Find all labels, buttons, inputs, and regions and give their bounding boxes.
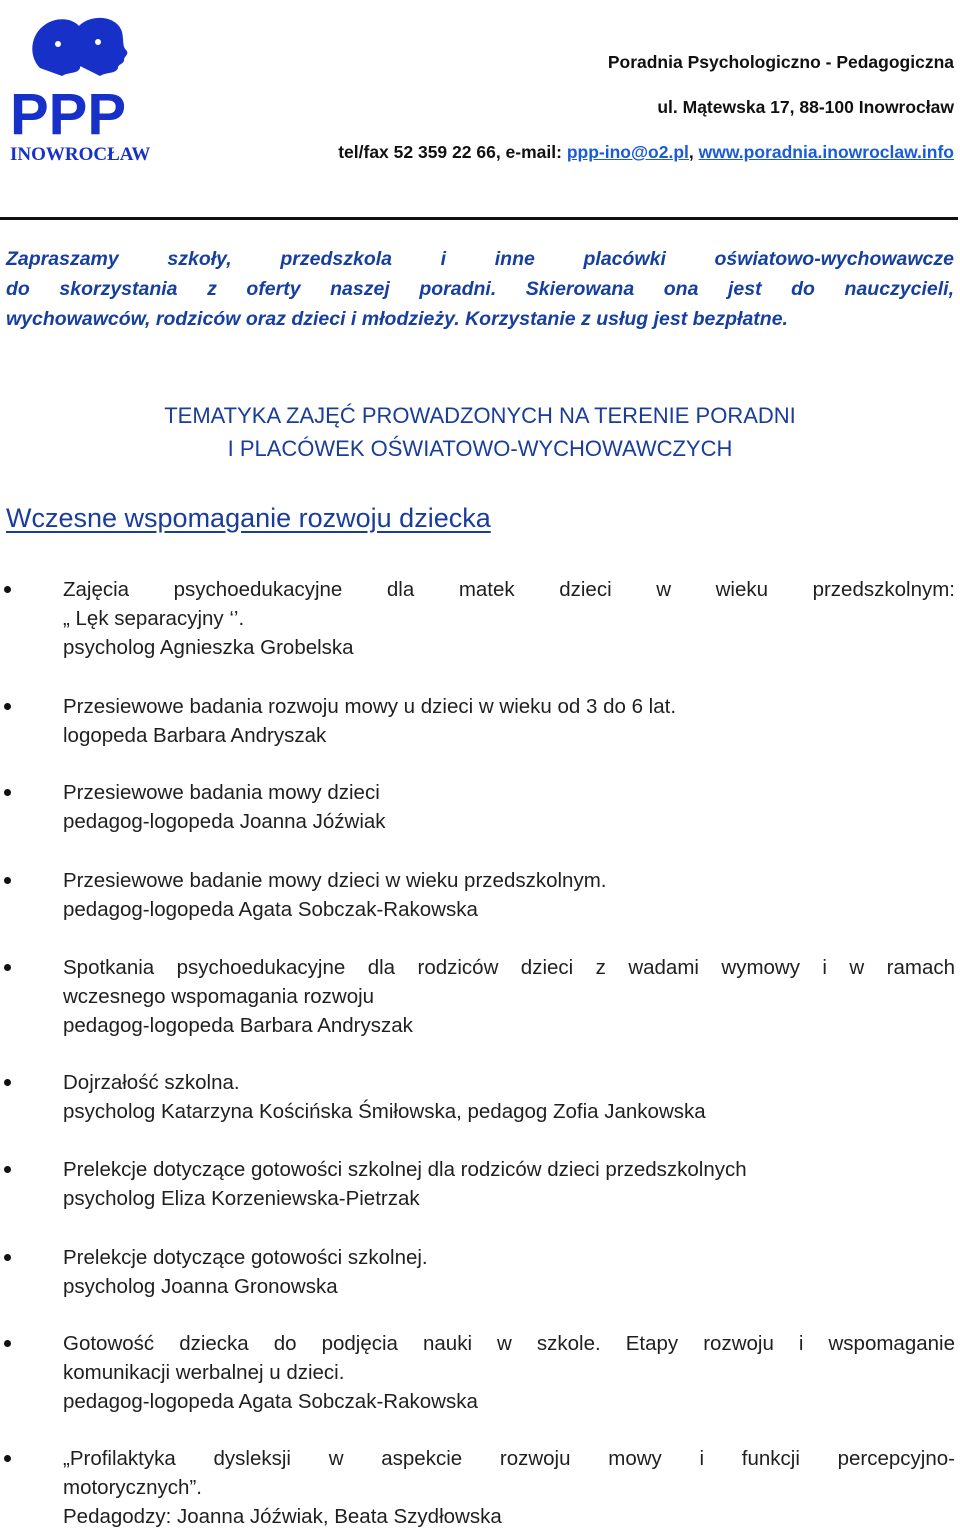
institution-name: Poradnia Psychologiczno - Pedagogiczna bbox=[607, 52, 954, 72]
logo-letters: PPP bbox=[10, 82, 127, 147]
list-item-line: Prelekcje dotyczące gotowości szkolnej dla rodziców dzieci przedszkolnych bbox=[63, 1158, 747, 1181]
list-item-line: pedagog-logopeda Joanna Jóźwiak bbox=[63, 810, 386, 833]
contact-phone: tel/fax 52 359 22 66, e-mail: bbox=[338, 142, 567, 162]
list-item-line: Spotkania psychoedukacyjne dla rodziców dzieci z wadami wymowy i w ramach bbox=[63, 956, 955, 979]
list-item-line: Przesiewowe badania rozwoju mowy u dzieci w wieku od 3 do 6 lat. bbox=[63, 695, 677, 718]
list-item-line: Prelekcje dotyczące gotowości szkolnej. bbox=[63, 1246, 428, 1269]
list-item-line: psycholog Agnieszka Grobelska bbox=[63, 636, 354, 659]
list-item-line: Zajęcia psychoedukacyjne dla matek dzieci w wieku przedszkolnym: bbox=[63, 578, 955, 601]
logo-city: INOWROCŁAW bbox=[10, 144, 151, 165]
list-item-line: motorycznych”. bbox=[63, 1476, 202, 1499]
list-item-line: pedagog-logopeda Agata Sobczak-Rakowska bbox=[63, 898, 478, 921]
list-item-line: psycholog Eliza Korzeniewska-Pietrzak bbox=[63, 1187, 420, 1210]
list-item-line: wczesnego wspomagania rozwoju bbox=[63, 985, 375, 1008]
list-item-line: psycholog Katarzyna Kościńska Śmiłowska, pedagog Zofia Jankowska bbox=[63, 1100, 706, 1123]
list-item-line: psycholog Joanna Gronowska bbox=[63, 1275, 338, 1298]
list-item-line: Dojrzałość szkolna. bbox=[63, 1071, 240, 1094]
list-item-line: logopeda Barbara Andryszak bbox=[63, 724, 327, 747]
heads-icon bbox=[32, 18, 127, 76]
header-divider bbox=[0, 217, 958, 220]
ppp-logo bbox=[6, 6, 156, 168]
list-item-line: Przesiewowe badanie mowy dzieci w wieku przedszkolnym. bbox=[63, 869, 607, 892]
topics-heading-line-2: I PLACÓWEK OŚWIATOWO-WYCHOWAWCZYCH bbox=[227, 436, 733, 461]
list-item-line: pedagog-logopeda Agata Sobczak-Rakowska bbox=[63, 1390, 478, 1413]
contact-line bbox=[338, 142, 954, 163]
bullet-icon bbox=[4, 1166, 11, 1173]
list-item-line: pedagog-logopeda Barbara Andryszak bbox=[63, 1014, 413, 1037]
bullet-icon bbox=[4, 1455, 11, 1462]
bullet-icon bbox=[4, 789, 11, 796]
logo-graphic bbox=[6, 6, 156, 168]
bullet-icon bbox=[4, 1079, 11, 1086]
topics-heading-line-1: TEMATYKA ZAJĘĆ PROWADZONYCH NA TERENIE PORADNI bbox=[164, 403, 796, 428]
section-title: Wczesne wspomaganie rozwoju dziecka bbox=[6, 503, 491, 533]
list-item-line: Przesiewowe badania mowy dzieci bbox=[63, 781, 380, 804]
list-item-line: Gotowość dziecka do podjęcia nauki w szkole. Etapy rozwoju i wspomaganie bbox=[63, 1332, 955, 1355]
intro-line-2: do skorzystania z oferty naszej poradni. Skierowana ona jest do nauczycieli, bbox=[6, 278, 954, 300]
list-item-line: komunikacji werbalnej u dzieci. bbox=[63, 1361, 345, 1384]
list-item-line: „Profilaktyka dysleksji w aspekcie rozwoju mowy i funkcji percepcyjno- bbox=[63, 1447, 955, 1470]
bullet-icon bbox=[4, 1340, 11, 1347]
bullet-icon bbox=[4, 877, 11, 884]
institution-address: ul. Mątewska 17, 88-100 Inowrocław bbox=[657, 97, 954, 117]
email-link[interactable]: ppp-ino@o2.pl bbox=[566, 142, 689, 162]
list-item-line: Pedagodzy: Joanna Jóźwiak, Beata Szydłowska bbox=[63, 1505, 502, 1528]
bullet-icon bbox=[4, 964, 11, 971]
website-link[interactable]: www.poradnia.inowroclaw.info bbox=[698, 142, 954, 162]
intro-line-3: wychowawców, rodziców oraz dzieci i młodzieży. Korzystanie z usług jest bezpłatne. bbox=[6, 308, 788, 330]
bullet-icon bbox=[4, 703, 11, 710]
list-item-line: „ Lęk separacyjny ‘’. bbox=[63, 607, 245, 630]
intro-paragraph bbox=[6, 244, 954, 334]
bullet-icon bbox=[4, 1254, 11, 1261]
bullet-icon bbox=[4, 586, 11, 593]
contact-separator: , bbox=[688, 142, 699, 162]
intro-line-1: Zapraszamy szkoły, przedszkola i inne placówki oświatowo-wychowawcze bbox=[6, 248, 954, 270]
